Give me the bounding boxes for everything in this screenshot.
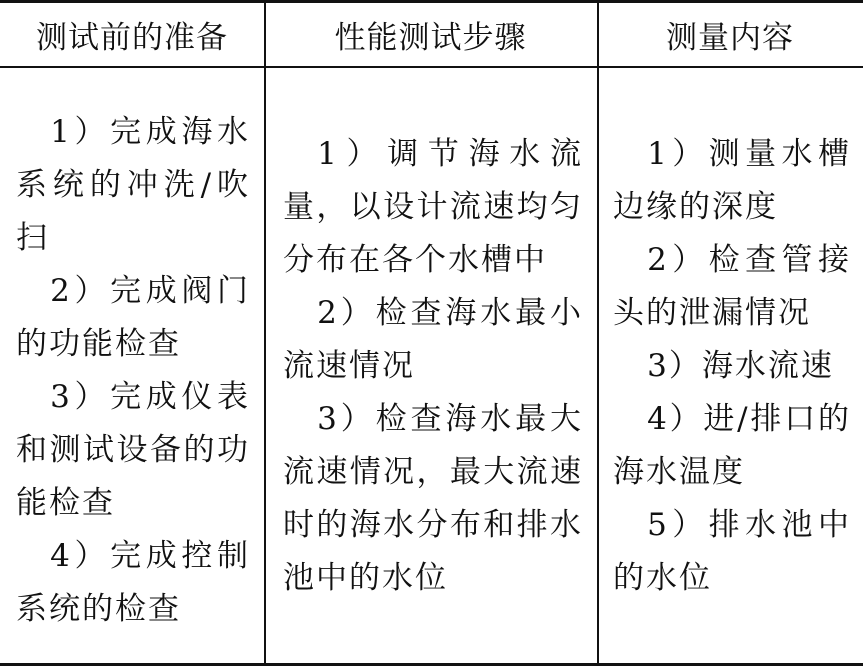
measurements-cell xyxy=(599,68,863,663)
preparation-item: 1）完成海水系统的冲洗/吹扫 xyxy=(16,114,250,256)
test-step-item: 3）检查海水最大流速情况，最大流速时的海水分布和排水池中的水位 xyxy=(283,401,583,596)
measurement-item: 5）排水池中的水位 xyxy=(613,507,851,596)
header-preparation: 测试前的准备 xyxy=(36,20,228,56)
table-header-row xyxy=(0,3,863,68)
header-test-steps: 性能测试步骤 xyxy=(334,20,527,56)
table-body-row xyxy=(0,68,863,663)
preparation-item: 4）完成控制系统的检查 xyxy=(16,538,250,627)
test-step-item: 1）调节海水流量，以设计流速均匀分布在各个水槽中 xyxy=(283,136,583,278)
measurement-item: 4）进/排口的海水温度 xyxy=(613,401,851,490)
measurement-item: 3）海水流速 xyxy=(647,348,834,384)
preparation-item: 2）完成阀门的功能检查 xyxy=(16,273,250,362)
preparation-cell xyxy=(0,68,264,663)
measurement-item: 2）检查管接头的泄漏情况 xyxy=(613,242,851,331)
test-step-item: 2）检查海水最小流速情况 xyxy=(283,295,583,384)
preparation-item: 3）完成仪表和测试设备的功能检查 xyxy=(16,379,250,521)
measurement-item: 1）测量水槽边缘的深度 xyxy=(613,136,851,225)
test-steps-cell xyxy=(266,68,597,663)
header-measurements: 测量内容 xyxy=(666,20,794,56)
